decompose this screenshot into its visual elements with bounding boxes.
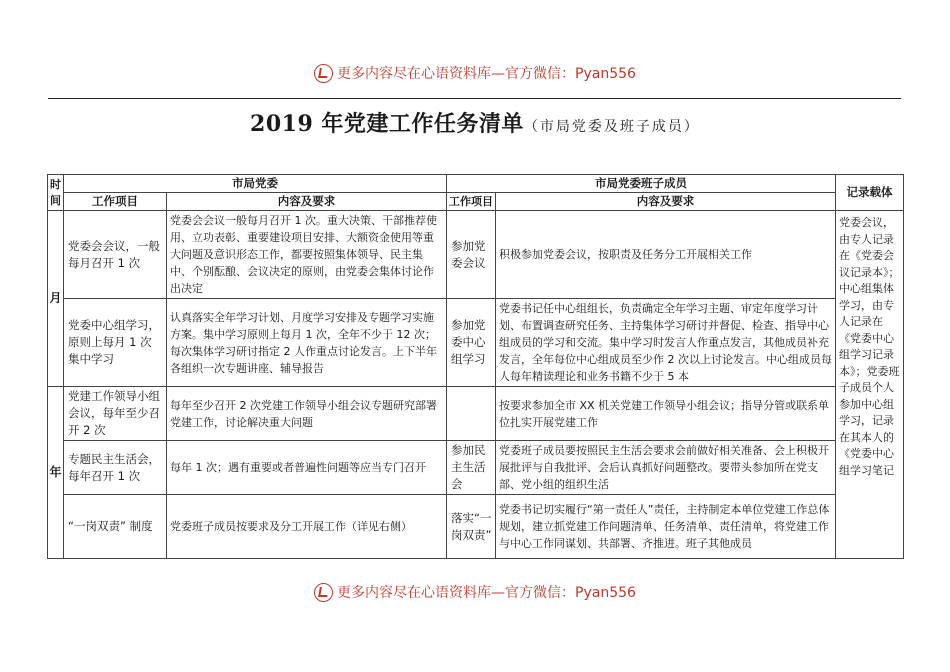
header-members: 市局党委班子成员 — [447, 175, 836, 193]
watermark-logo-icon — [314, 583, 333, 602]
header-rule — [48, 98, 901, 99]
title-main: 2019 年党建工作任务清单 — [250, 111, 524, 137]
member-work-item: 参加民主生活会 — [447, 441, 496, 495]
work-content: 党委会会议一般每月召开 1 次。重大决策、干部推荐使用、立功表彰、重要建设项目安排、大额资金使用等重大问题及意识形态工作，都要按照集体领导、民主集中、个别酝酿、会议决定的原则，由党委会集体讨论作出决定 — [167, 211, 447, 299]
table-row — [48, 299, 904, 387]
member-work-item — [447, 387, 496, 441]
header-content: 内容及要求 — [167, 193, 447, 211]
record-carrier: 党委会议，由专人记录在《党委会议记录本》；中心组集体学习，由专人记录在《党委中心组学习记录本》；党委班子成员个人参加中心组学习，记录在其本人的《党委中心组学习笔记 — [836, 211, 904, 559]
table-row — [48, 495, 904, 559]
header-member-work-item: 工作项目 — [447, 193, 496, 211]
watermark-bottom — [0, 582, 950, 603]
member-work-content: 积极参加党委会议，按职责及任务分工开展相关工作 — [496, 211, 836, 299]
work-content: 认真落实全年学习计划、月度学习安排及专题学习实施方案。集中学习原则上每月 1 次，全年不少于 12 次；每次集体学习研讨指定 2 人作重点讨论发言。上下半年各组织一次专题讲座、辅导报告 — [167, 299, 447, 387]
work-item: 专题民主生活会，每年召开 1 次 — [64, 441, 167, 495]
header-record: 记录载体 — [836, 175, 904, 211]
header-party-committee: 市局党委 — [64, 175, 447, 193]
member-work-item: 落实“一岗双责” — [447, 495, 496, 559]
work-item: 党委会会议，一般每月召开 1 次 — [64, 211, 167, 299]
header-member-content: 内容及要求 — [496, 193, 836, 211]
member-work-item: 参加党委会议 — [447, 211, 496, 299]
header-work-item: 工作项目 — [64, 193, 167, 211]
watermark-top — [0, 63, 950, 84]
work-content: 党委班子成员按要求及分工开展工作（详见右侧） — [167, 495, 447, 559]
period-year: 年 — [48, 387, 64, 559]
member-work-item: 参加党委中心组学习 — [447, 299, 496, 387]
watermark-text: 更多内容尽在心语资料库—官方微信：Pyan556 — [337, 66, 636, 82]
document-title — [0, 107, 950, 138]
work-content: 每年 1 次；遇有重要或者普遍性问题等应当专门召开 — [167, 441, 447, 495]
watermark-text: 更多内容尽在心语资料库—官方微信：Pyan556 — [337, 585, 636, 601]
header-time: 时间 — [48, 175, 64, 211]
work-item: “一岗双责” 制度 — [64, 495, 167, 559]
work-content: 每年至少召开 2 次党建工作领导小组会议专题研究部署党建工作，讨论解决重大问题 — [167, 387, 447, 441]
table-row — [48, 441, 904, 495]
member-work-content: 党委班子成员要按照民主生活会要求会前做好相关准备、会上积极开展批评与自我批评、会后认真抓好问题整改。要带头参加所在党支部、党小组的组织生活 — [496, 441, 836, 495]
task-table — [47, 174, 904, 559]
member-work-content: 党委书记切实履行“第一责任人”责任，主持制定本单位党建工作总体规划，建立抓党建工作问题清单、任务清单、责任清单，将党建工作与中心工作同谋划、共部署、齐推进。班子其他成员 — [496, 495, 836, 559]
table-row — [48, 211, 904, 299]
watermark-logo-icon — [314, 64, 333, 83]
member-work-content: 党委书记任中心组组长，负责确定全年学习主题、审定年度学习计划、布置调查研究任务、主持集体学习研讨并督促、检查、指导中心组成员的学习和交流。集中学习时发言人作重点发言，其他成员补充发言，全年每位中心组成员至少作 2 次以上讨论发言。中心组成员每人每年精读理论和业务书籍不少于 5 本 — [496, 299, 836, 387]
table-row — [48, 387, 904, 441]
member-work-content: 按要求参加全市 XX 机关党建工作领导小组会议；指导分管或联系单位扎实开展党建工作 — [496, 387, 836, 441]
work-item: 党委中心组学习，原则上每月 1 次集中学习 — [64, 299, 167, 387]
title-sub: （市局党委及班子成员） — [523, 119, 700, 135]
period-month: 月 — [48, 211, 64, 387]
work-item: 党建工作领导小组会议，每年至少召开 2 次 — [64, 387, 167, 441]
